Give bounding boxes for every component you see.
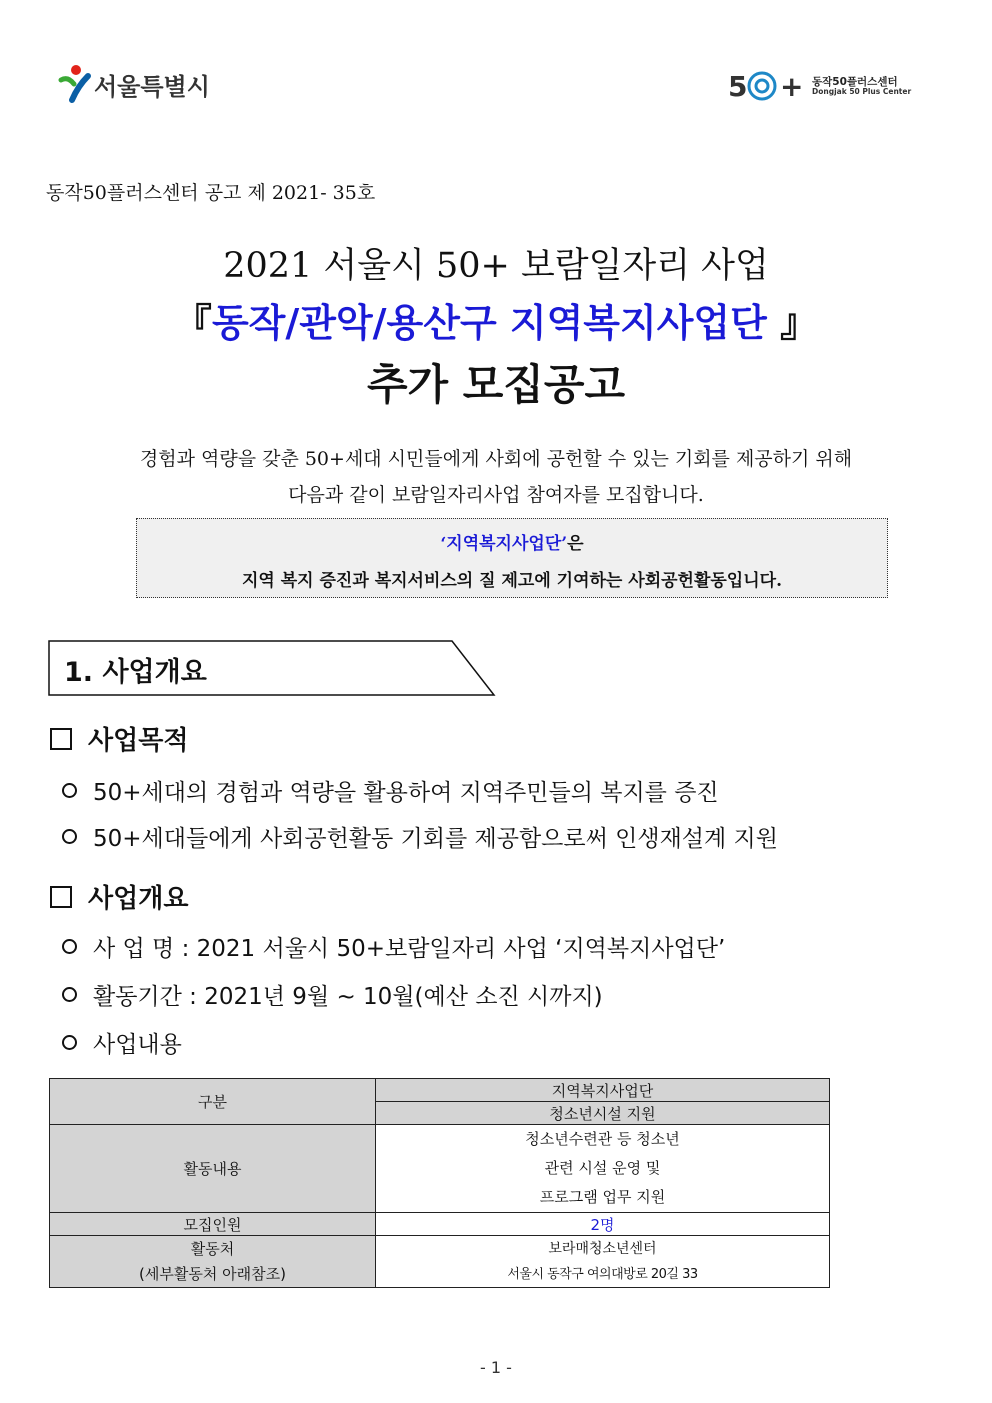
purpose-item-text: 50+세대들에게 사회공헌활동 기회를 제공함으로써 인생재설계 지원 [93, 826, 778, 852]
table-header-sub: 청소년시설 지원 [376, 1102, 830, 1125]
title-line3: 추가 모집공고 [366, 360, 626, 409]
table-header-label: 구분 [50, 1079, 376, 1125]
circle-bullet-icon [62, 939, 77, 954]
checkbox-square-icon [50, 886, 72, 908]
section-heading [48, 640, 496, 696]
intro-line2: 다음과 같이 보람일자리사업 참여자를 모집합니다. [288, 484, 704, 506]
purpose-item-text: 50+세대의 경험과 역량을 활용하여 지역주민들의 복지를 증진 [93, 780, 719, 806]
place-address: 서울시 동작구 여의대방로 20길 33 [507, 1266, 698, 1282]
circle-bullet-icon [62, 987, 77, 1002]
table-row [50, 1079, 830, 1102]
seoul-logo-text: 서울특별시 [94, 72, 210, 101]
overview-item-text: 사 업 명 : 2021 서울시 50+보람일자리 사업 ‘지역복지사업단’ [93, 936, 726, 962]
table-place-label [50, 1236, 376, 1288]
svg-text:+: + [780, 70, 804, 103]
table-row [50, 1213, 830, 1236]
place-name: 보라매청소년센터 [548, 1240, 657, 1257]
notice-number: 동작50플러스센터 공고 제 2021- 35호 [46, 182, 376, 204]
table-recruit-value: 2명 [376, 1213, 830, 1236]
page-number: - 1 - [480, 1358, 512, 1377]
place-label-line2: (세부활동처 아래참조) [139, 1264, 286, 1283]
seoul-emblem-icon [58, 64, 92, 104]
title-bracket-open: 『 [173, 300, 212, 345]
table-header-group: 지역복지사업단 [376, 1079, 830, 1102]
definition-term-suffix: 은 [567, 534, 584, 554]
subheading-purpose [50, 720, 188, 757]
fifty-plus-logo-icon [728, 66, 808, 106]
title-line2 [0, 292, 992, 347]
purpose-item [62, 774, 719, 807]
business-table [49, 1078, 830, 1288]
circle-bullet-icon [62, 829, 77, 844]
seoul-logo [58, 64, 228, 104]
circle-bullet-icon [62, 783, 77, 798]
place-label-line1: 활동처 [190, 1239, 235, 1258]
overview-item [62, 978, 603, 1011]
intro-line1: 경험과 역량을 갖춘 50+세대 시민들에게 사회에 공헌할 수 있는 기회를 제공하기 위해 [139, 448, 853, 470]
definition-box [136, 518, 888, 598]
section-heading-text: 1. 사업개요 [64, 657, 207, 688]
activity-line: 관련 시설 운영 및 [544, 1159, 661, 1177]
definition-line2: 지역 복지 증진과 복지서비스의 질 제고에 기여하는 사회공헌활동입니다. [241, 571, 782, 591]
definition-line1 [137, 529, 887, 554]
table-recruit-label: 모집인원 [50, 1213, 376, 1236]
table-row [50, 1125, 830, 1213]
overview-item [62, 1026, 182, 1059]
definition-term: ‘지역복지사업단’ [440, 534, 568, 554]
table-place-value [376, 1236, 830, 1288]
checkbox-square-icon [50, 728, 72, 750]
subheading-overview [50, 878, 188, 915]
center-name-kr: 동작50플러스센터 [812, 75, 898, 88]
circle-bullet-icon [62, 1035, 77, 1050]
purpose-item [62, 820, 778, 853]
title-program-name: 동작/관악/용산구 지역복지사업단 [211, 300, 767, 345]
table-row [50, 1236, 830, 1288]
activity-line: 청소년수련관 등 청소년 [525, 1130, 680, 1148]
svg-text:5: 5 [728, 70, 748, 103]
overview-item-text: 사업내용 [93, 1032, 182, 1058]
title-bracket-close: 』 [766, 300, 819, 345]
title-line1: 2021 서울시 50+ 보람일자리 사업 [223, 246, 769, 286]
overview-item [62, 930, 725, 963]
table-activity-value [376, 1125, 830, 1213]
dongjak-50plus-logo [728, 66, 928, 106]
center-name-en: Dongjak 50 Plus Center [812, 86, 912, 96]
subheading-purpose-text: 사업목적 [88, 726, 189, 756]
activity-line: 프로그램 업무 지원 [539, 1188, 666, 1206]
subheading-overview-text: 사업개요 [88, 884, 189, 914]
table-activity-label: 활동내용 [50, 1125, 376, 1213]
overview-item-text: 활동기간 : 2021년 9월 ~ 10월(예산 소진 시까지) [93, 984, 603, 1010]
